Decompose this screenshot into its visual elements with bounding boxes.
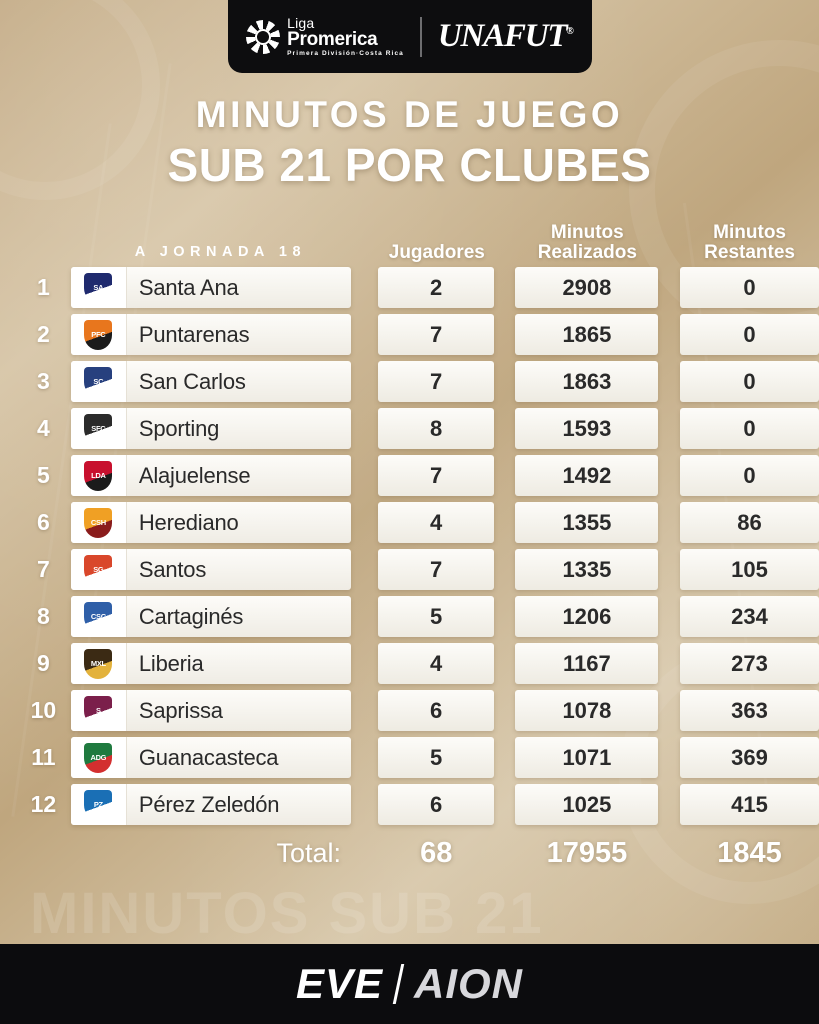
row-club-cell (71, 267, 351, 308)
table-row (0, 454, 819, 497)
table-row (0, 689, 819, 732)
background-watermark-text: MINUTOS SUB 21 (30, 881, 544, 946)
row-club-name: Saprissa (138, 697, 223, 723)
row-club-cell (71, 596, 351, 637)
footer-divider (393, 964, 405, 1004)
row-minutes-left: 0 (680, 314, 819, 355)
row-crest-box (71, 455, 127, 496)
header-players-label: Jugadores (388, 241, 485, 263)
row-club-name: Guanacasteca (138, 744, 279, 770)
row-rank: 10 (30, 697, 57, 723)
row-minutes-played: 1071 (515, 737, 658, 778)
row-crest-box (71, 596, 127, 637)
header-minutes-left-line-2: Restantes (704, 241, 795, 263)
row-club-name: Santos (138, 556, 207, 582)
header-minutes-left-label (680, 223, 819, 266)
row-club-name: Sporting (138, 415, 220, 441)
unafut-logo (438, 18, 574, 55)
crest-initials: S (95, 705, 101, 715)
row-club-cell (71, 361, 351, 402)
row-minutes-left: 86 (680, 502, 819, 543)
row-crest-box (71, 502, 127, 543)
table-row (0, 407, 819, 450)
table-row (0, 360, 819, 403)
row-minutes-played: 1863 (515, 361, 658, 402)
row-minutes-played: 1025 (515, 784, 658, 825)
perez-zeledon-crest (84, 790, 112, 820)
total-players: 68 (420, 836, 453, 869)
row-rank: 5 (37, 462, 50, 488)
row-minutes-left: 105 (680, 549, 819, 590)
row-minutes-left: 234 (680, 596, 819, 637)
crest-initials: PZ (93, 799, 103, 809)
table-row (0, 266, 819, 309)
row-club-name: Pérez Zeledón (138, 791, 280, 817)
row-crest-box (71, 314, 127, 355)
header-minutes-played-line-2: Realizados (537, 241, 637, 263)
row-minutes-left: 369 (680, 737, 819, 778)
header-jornada-label: A JORNADA 18 (134, 244, 307, 260)
total-minutes-left: 1845 (717, 836, 782, 869)
row-crest-box (71, 361, 127, 402)
row-club-cell (71, 737, 351, 778)
row-players: 7 (378, 361, 494, 402)
row-minutes-left: 0 (680, 408, 819, 449)
row-club-cell (71, 549, 351, 590)
row-players: 5 (378, 737, 494, 778)
table-row (0, 736, 819, 779)
footer-sponsor-bar (0, 944, 819, 1024)
unafut-wordmark: UNAFUT (437, 18, 567, 54)
row-players: 6 (378, 784, 494, 825)
row-minutes-played: 1206 (515, 596, 658, 637)
row-minutes-played: 1865 (515, 314, 658, 355)
row-minutes-left: 273 (680, 643, 819, 684)
row-crest-box (71, 690, 127, 731)
row-players: 5 (378, 596, 494, 637)
liga-promerica-mark-icon (246, 20, 280, 54)
logo-divider (420, 17, 422, 57)
liga-line-3: Primera División·Costa Rica (287, 49, 404, 57)
row-club-name: Cartaginés (138, 603, 244, 629)
row-players: 2 (378, 267, 494, 308)
crest-initials: CSH (90, 517, 106, 527)
row-minutes-played: 2908 (515, 267, 658, 308)
row-rank: 7 (37, 556, 50, 582)
sporting-crest (84, 414, 112, 444)
eve-wordmark: EVE (295, 960, 384, 1007)
row-rank: 11 (31, 744, 56, 770)
santa-ana-crest (84, 273, 112, 303)
row-players: 7 (378, 455, 494, 496)
row-minutes-played: 1335 (515, 549, 658, 590)
row-rank: 1 (37, 274, 50, 300)
crest-initials: SG (93, 564, 104, 574)
row-crest-box (71, 643, 127, 684)
row-minutes-left: 415 (680, 784, 819, 825)
page-title-line-1: MINUTOS DE JUEGO (195, 94, 624, 135)
row-minutes-played: 1167 (515, 643, 658, 684)
liga-line-1: Liga (287, 14, 315, 31)
table-body (0, 266, 819, 826)
page-title-line-2: SUB 21 POR CLUBES (167, 139, 652, 191)
row-rank: 6 (37, 509, 50, 535)
crest-initials: SA (93, 282, 104, 292)
row-minutes-played: 1492 (515, 455, 658, 496)
liga-line-2: Promerica (287, 28, 378, 50)
row-club-cell (71, 455, 351, 496)
row-minutes-played: 1078 (515, 690, 658, 731)
header-logo-bar (228, 0, 592, 73)
row-club-name: Santa Ana (138, 274, 239, 300)
row-club-cell (71, 643, 351, 684)
header-minutes-left-line-1: Minutos (713, 222, 786, 244)
liga-promerica-wordmark (287, 16, 404, 58)
row-crest-box (71, 737, 127, 778)
row-club-name: Herediano (138, 509, 239, 535)
row-crest-box (71, 267, 127, 308)
row-rank: 8 (37, 603, 50, 629)
table-row (0, 595, 819, 638)
row-players: 4 (378, 643, 494, 684)
row-minutes-left: 0 (680, 455, 819, 496)
crest-initials: ADG (90, 752, 107, 762)
row-minutes-left: 0 (680, 267, 819, 308)
row-club-name: Alajuelense (138, 462, 251, 488)
total-minutes-played: 17955 (546, 836, 628, 869)
row-players: 7 (378, 314, 494, 355)
table-row (0, 501, 819, 544)
row-rank: 9 (37, 650, 50, 676)
san-carlos-crest (84, 367, 112, 397)
guanacasteca-crest (84, 743, 112, 773)
row-minutes-left: 0 (680, 361, 819, 402)
row-crest-box (71, 549, 127, 590)
row-club-name: Puntarenas (138, 321, 250, 347)
row-minutes-left: 363 (680, 690, 819, 731)
crest-initials: SFC (91, 423, 106, 433)
row-players: 4 (378, 502, 494, 543)
liga-promerica-logo (246, 16, 404, 58)
row-rank: 2 (37, 321, 50, 347)
row-club-cell (71, 502, 351, 543)
liberia-crest (84, 649, 112, 679)
row-rank: 4 (37, 415, 50, 441)
table-row (0, 642, 819, 685)
alajuelense-crest (84, 461, 112, 491)
crest-initials: CSC (90, 611, 106, 621)
header-minutes-played-label (516, 223, 659, 266)
row-club-name: Liberia (138, 650, 204, 676)
santos-crest (84, 555, 112, 585)
row-club-name: San Carlos (138, 368, 246, 394)
saprissa-crest (84, 696, 112, 726)
row-minutes-played: 1355 (515, 502, 658, 543)
row-minutes-played: 1593 (515, 408, 658, 449)
row-players: 7 (378, 549, 494, 590)
aion-wordmark: AION (414, 960, 524, 1007)
standings-table (0, 214, 819, 876)
herediano-crest (84, 508, 112, 538)
table-row (0, 548, 819, 591)
row-club-cell (71, 784, 351, 825)
table-row (0, 783, 819, 826)
crest-initials: LDA (91, 470, 106, 480)
row-club-cell (71, 314, 351, 355)
total-label: Total: (276, 837, 342, 868)
row-players: 6 (378, 690, 494, 731)
row-club-cell (71, 408, 351, 449)
row-rank: 3 (37, 368, 50, 394)
row-rank: 12 (30, 791, 57, 817)
title-block (0, 94, 819, 192)
row-crest-box (71, 784, 127, 825)
table-row (0, 313, 819, 356)
cartagines-crest (84, 602, 112, 632)
crest-initials: PFC (91, 329, 106, 339)
puntarenas-crest (84, 320, 112, 350)
table-total-row (0, 830, 819, 876)
header-minutes-played-line-1: Minutos (550, 222, 624, 244)
crest-initials: SC (93, 376, 104, 386)
row-crest-box (71, 408, 127, 449)
registered-mark: ® (566, 26, 574, 37)
row-players: 8 (378, 408, 494, 449)
table-header-row (0, 214, 819, 266)
row-club-cell (71, 690, 351, 731)
crest-initials: MXL (90, 658, 106, 668)
